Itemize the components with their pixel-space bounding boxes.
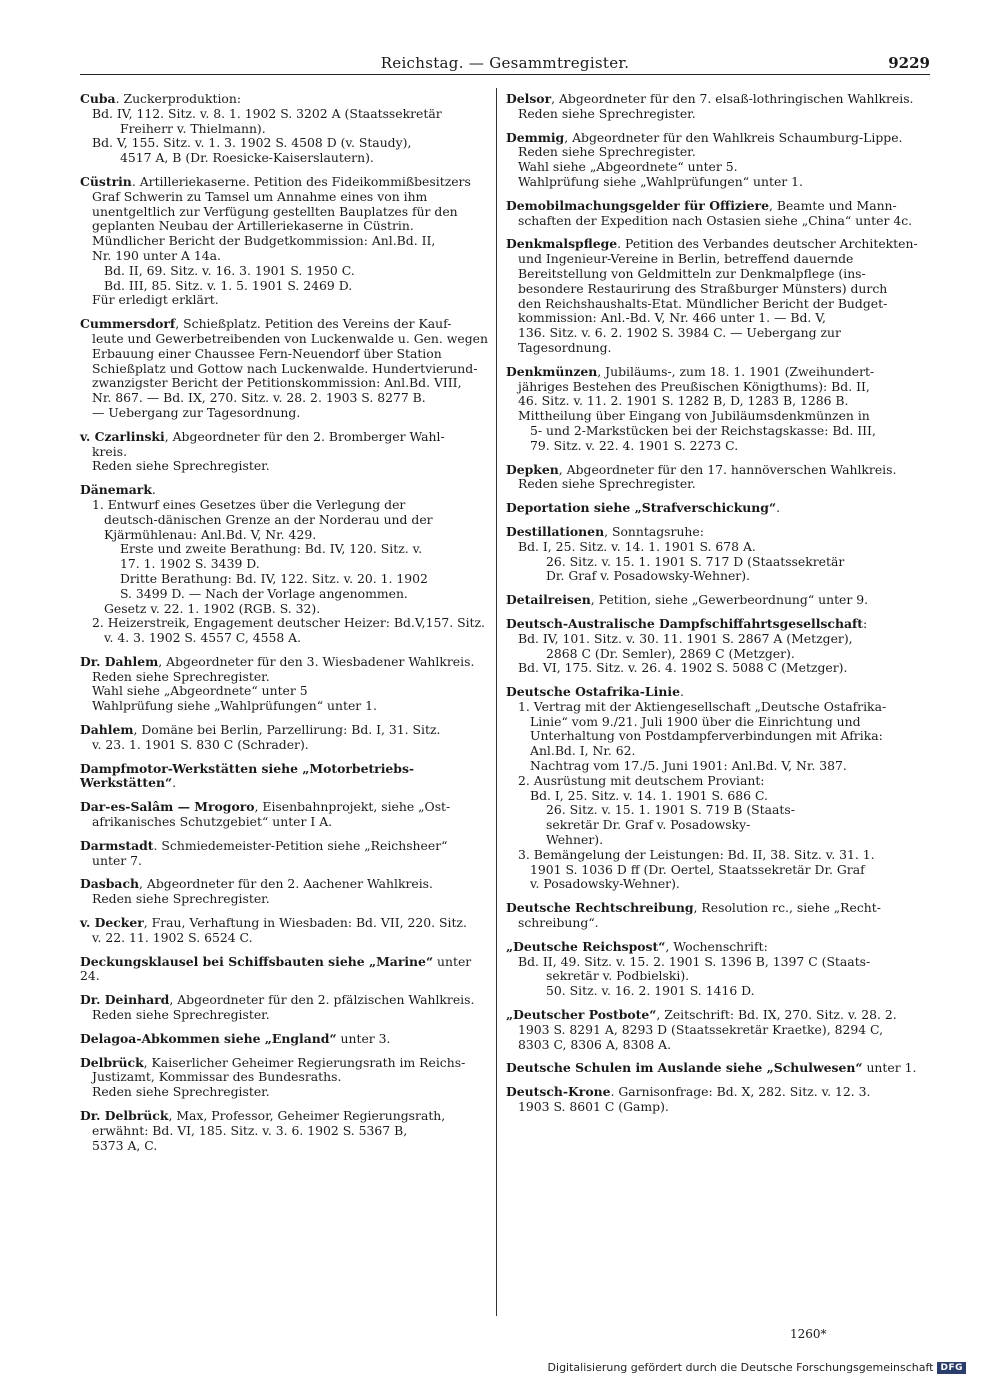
entry-headword: Dr. Deinhard [80, 992, 170, 1008]
entry-headword: Deckungsklausel bei Schiffsbauten siehe „Marine“ [80, 953, 434, 969]
entry-headword-line: Dr. Dahlem, Abgeordneter für den 3. Wiesbadener Wahlkreis. [80, 653, 475, 669]
entry-line: 1901 S. 1036 D ff (Dr. Oertel, Staatssekretär Dr. Graf [530, 861, 865, 877]
index-entry [80, 655, 488, 714]
entry-headword-line: Dr. Delbrück, Max, Professor, Geheimer Regierungsrath, [80, 1108, 446, 1124]
entry-headword: Cummersdorf [80, 316, 176, 332]
entry-headword-line: Deutsch-Krone. Garnisonfrage: Bd. X, 282. Sitz. v. 12. 3. [506, 1084, 871, 1100]
index-entry [506, 131, 928, 190]
index-entry [506, 940, 928, 999]
entry-line: kommission: Anl.-Bd. V, Nr. 466 unter 1. — Bd. V, [518, 310, 826, 326]
entry-headword-line: „Deutscher Postbote“, Zeitschrift: Bd. IX, 270. Sitz. v. 28. 2. [506, 1007, 897, 1023]
entry-line: 1. Vertrag mit der Aktiengesellschaft „Deutsche Ostafrika- [518, 698, 887, 714]
entry-line: S. 3499 D. — Nach der Vorlage angenommen. [120, 585, 408, 601]
entry-headword: Destillationen [506, 523, 605, 539]
entry-line: v. 23. 1. 1901 S. 830 C (Schrader). [92, 736, 309, 752]
entry-line: Reden siehe Sprechregister. [92, 668, 270, 684]
entry-line: 8303 C, 8306 A, 8308 A. [518, 1036, 672, 1052]
index-entry [506, 617, 928, 676]
entry-headword: Delbrück [80, 1054, 144, 1070]
entry-headword-line: Darmstadt. Schmiedemeister-Petition siehe „Reichsheer“ [80, 837, 448, 853]
entry-headword: Darmstadt [80, 837, 154, 853]
entry-line: Nr. 190 unter A 14a. [92, 247, 221, 263]
entry-headword-line: „Deutsche Reichspost“, Wochenschrift: [506, 938, 768, 954]
entry-line: besondere Restaurirung des Straßburger Münsters) durch [518, 280, 888, 296]
entry-headword: Dahlem [80, 722, 134, 738]
index-entry [506, 237, 928, 355]
entry-line: unentgeltlich zur Verfügung gestellten Bauplatzes für den [92, 203, 458, 219]
entry-headword-line: Deutsche Rechtschreibung, Resolution rc., siehe „Recht- [506, 900, 881, 916]
dfg-logo: DFG [937, 1362, 966, 1374]
entry-headword: Depken [506, 461, 559, 477]
entry-line: Mittheilung über Eingang von Jubiläumsdenkmünzen in [518, 408, 870, 424]
index-entry [80, 92, 488, 166]
entry-line: v. Posadowsky-Wehner). [530, 876, 680, 892]
entry-line: Graf Schwerin zu Tamsel um Annahme eines von ihm [92, 188, 428, 204]
entry-line: Bd. I, 25. Sitz. v. 14. 1. 1901 S. 686 C. [530, 787, 768, 803]
index-entry [80, 762, 488, 792]
entry-line: Wahlprüfung siehe „Wahlprüfungen“ unter 1. [518, 173, 803, 189]
entry-headword: Dar-es-Salâm — Mrogoro [80, 799, 255, 815]
entry-headword-line: Demmig, Abgeordneter für den Wahlkreis Schaumburg-Lippe. [506, 129, 903, 145]
entry-line: Kjärmühlenau: Anl.Bd. V, Nr. 429. [104, 526, 317, 542]
index-entry [506, 901, 928, 931]
entry-line: Nachtrag vom 17./5. Juni 1901: Anl.Bd. V, Nr. 387. [530, 758, 847, 774]
entry-headword: Dasbach [80, 876, 139, 892]
entry-line: Reden siehe Sprechregister. [518, 476, 696, 492]
entry-line: — Uebergang zur Tagesordnung. [92, 404, 301, 420]
entry-line: sekretär v. Podbielski). [546, 968, 690, 984]
entry-line: Reden siehe Sprechregister. [518, 144, 696, 160]
index-entry [80, 839, 488, 869]
entry-line: 1. Entwurf eines Gesetzes über die Verlegung der [92, 496, 406, 512]
index-entry [80, 955, 488, 985]
entry-line: geplanten Neubau der Artilleriekaserne in Cüstrin. [92, 218, 414, 234]
page-title: Reichstag. — Gesammtregister. [380, 54, 630, 72]
entry-line: 1903 S. 8291 A, 8293 D (Staatssekretär Kraetke), 8294 C, [518, 1021, 884, 1037]
index-entry [80, 175, 488, 308]
entry-line: Reden siehe Sprechregister. [92, 1007, 270, 1023]
entry-line: Bd. VI, 175. Sitz. v. 26. 4. 1902 S. 5088 C (Metzger). [518, 660, 848, 676]
entry-headword: Deportation siehe „Strafverschickung“ [506, 500, 777, 516]
digitization-credit [548, 1361, 966, 1374]
entry-headword: Dr. Delbrück [80, 1108, 169, 1124]
signature-number: 1260* [790, 1327, 827, 1341]
entry-line: Linie“ vom 9./21. Juli 1900 über die Einrichtung und [530, 713, 861, 729]
entry-headword-line: Demobilmachungsgelder für Offiziere, Beamte und Mann- [506, 197, 897, 213]
index-entry [506, 1008, 928, 1052]
entry-headword-line: Denkmalspflege. Petition des Verbandes deutscher Architekten- [506, 236, 918, 252]
entry-headword: Detailreisen [506, 592, 591, 608]
entry-line: 4517 A, B (Dr. Roesicke-Kaiserslautern). [120, 150, 374, 166]
entry-line: erwähnt: Bd. VI, 185. Sitz. v. 3. 6. 1902 S. 5367 B, [92, 1122, 408, 1138]
index-entry [80, 1056, 488, 1100]
entry-headword: Delagoa-Abkommen siehe „England“ [80, 1030, 337, 1046]
entry-line: Anl.Bd. I, Nr. 62. [530, 743, 636, 759]
entry-headword-line: Deutsche Ostafrika-Linie. [506, 684, 684, 700]
index-entry [80, 1109, 488, 1153]
entry-line: Erste und zweite Berathung: Bd. IV, 120. Sitz. v. [120, 541, 423, 557]
entry-line: Wehner). [546, 832, 604, 848]
entry-line: Reden siehe Sprechregister. [92, 891, 270, 907]
entry-headword-line: Dampfmotor-Werkstätten siehe „Motorbetriebs-Werkstätten“. [80, 760, 415, 791]
entry-headword: „Deutscher Postbote“ [506, 1007, 657, 1023]
entry-line: Reden siehe Sprechregister. [518, 105, 696, 121]
entry-headword-line: Detailreisen, Petition, siehe „Gewerbeordnung“ unter 9. [506, 592, 869, 608]
entry-headword-line: Dänemark. [80, 482, 156, 498]
entry-line: 17. 1. 1902 S. 3439 D. [120, 556, 260, 572]
index-entry [80, 916, 488, 946]
entry-line: Wahl siehe „Abgeordnete“ unter 5. [518, 159, 738, 175]
index-entry [506, 593, 928, 608]
entry-line: Justizamt, Kommissar des Bundesraths. [92, 1069, 342, 1085]
entry-headword: Deutsch-Krone [506, 1084, 611, 1100]
entry-line: Bd. II, 49. Sitz. v. 15. 2. 1901 S. 1396 B, 1397 C (Staats- [518, 953, 871, 969]
entry-line: Tagesordnung. [518, 339, 612, 355]
index-entry [506, 199, 928, 229]
entry-line: Schießplatz und Gottow nach Luckenwalde. Hundertvierund- [92, 360, 478, 376]
entry-line: 26. Sitz. v. 15. 1. 1901 S. 717 D (Staatssekretär [546, 553, 845, 569]
entry-headword-line: Destillationen, Sonntagsruhe: [506, 523, 704, 539]
entry-headword-line: v. Czarlinski, Abgeordneter für den 2. Bromberger Wahl- [80, 428, 445, 444]
credit-text: Digitalisierung gefördert durch die Deutsche Forschungsgemeinschaft [547, 1361, 934, 1374]
entry-line: Wahlprüfung siehe „Wahlprüfungen“ unter 1. [92, 698, 377, 714]
entry-line: 50. Sitz. v. 16. 2. 1901 S. 1416 D. [546, 983, 755, 999]
entry-line: unter 7. [92, 852, 142, 868]
entry-line: v. 22. 11. 1902 S. 6524 C. [92, 929, 253, 945]
entry-line: 46. Sitz. v. 11. 2. 1901 S. 1282 B, D, 1283 B, 1286 B. [518, 393, 849, 409]
entry-headword: Cüstrin [80, 173, 132, 189]
entry-line: Nr. 867. — Bd. IX, 270. Sitz. v. 28. 2. 1903 S. 8277 B. [92, 390, 426, 406]
entry-headword-line: v. Decker, Frau, Verhaftung in Wiesbaden: Bd. VII, 220. Sitz. [80, 915, 467, 931]
entry-headword: Delsor [506, 91, 552, 106]
entry-headword: Denkmünzen [506, 363, 598, 379]
entry-headword: Dampfmotor-Werkstätten siehe „Motorbetriebs-Werkstätten“ [80, 760, 415, 791]
entry-headword-line: Deportation siehe „Strafverschickung“. [506, 500, 781, 516]
page-number: 9229 [888, 54, 930, 72]
index-entry [506, 1061, 928, 1076]
entry-line: Freiherr v. Thielmann). [120, 120, 266, 136]
entry-line: v. 4. 3. 1902 S. 4557 C, 4558 A. [104, 630, 302, 646]
entry-headword-line: Dar-es-Salâm — Mrogoro, Eisenbahnprojekt, siehe „Ost- [80, 799, 451, 815]
entry-headword-line: Dr. Deinhard, Abgeordneter für den 2. pfälzischen Wahlkreis. [80, 992, 475, 1008]
entry-headword-line: Delsor, Abgeordneter für den 7. elsaß-lothringischen Wahlkreis. [506, 91, 914, 106]
entry-line: 3. Bemängelung der Leistungen: Bd. II, 38. Sitz. v. 31. 1. [518, 846, 875, 862]
page-header [80, 52, 930, 75]
entry-line: Reden siehe Sprechregister. [92, 458, 270, 474]
index-entry [506, 1085, 928, 1115]
entry-headword: Deutsche Ostafrika-Linie [506, 684, 680, 700]
entry-headword-line: Cuba. Zuckerproduktion: [80, 91, 242, 106]
entry-headword-line: Deckungsklausel bei Schiffsbauten siehe „Marine“ unter 24. [80, 953, 472, 984]
entry-headword: Dänemark [80, 482, 152, 498]
entry-headword: Cuba [80, 91, 116, 106]
index-entry [80, 483, 488, 646]
entry-headword: Deutsch-Australische Dampfschiffahrtsgesellschaft [506, 615, 864, 631]
entry-headword-line: Depken, Abgeordneter für den 17. hannöverschen Wahlkreis. [506, 461, 897, 477]
index-entry [506, 525, 928, 584]
entry-headword: Dr. Dahlem [80, 653, 159, 669]
entry-line: 2. Heizerstreik, Engagement deutscher Heizer: Bd.V,157. Sitz. [92, 615, 485, 631]
entry-headword-line: Denkmünzen, Jubiläums-, zum 18. 1. 1901 (Zweihundert- [506, 363, 875, 379]
entry-line: Gesetz v. 22. 1. 1902 (RGB. S. 32). [104, 600, 321, 616]
entry-line: zwanzigster Bericht der Petitionskommission: Anl.Bd. VIII, [92, 375, 462, 391]
entry-line: sekretär Dr. Graf v. Posadowsky- [546, 817, 751, 833]
index-entry [506, 463, 928, 493]
entry-line: 5373 A, C. [92, 1137, 158, 1153]
entry-line: kreis. [92, 443, 128, 459]
index-entry [506, 92, 928, 122]
entry-headword: Deutsche Rechtschreibung [506, 900, 694, 916]
entry-headword-line: Deutsch-Australische Dampfschiffahrtsgesellschaft: [506, 615, 868, 631]
entry-line: Bd. V, 155. Sitz. v. 1. 3. 1902 S. 4508 D (v. Staudy), [92, 135, 412, 151]
index-entry [506, 685, 928, 892]
entry-headword: „Deutsche Reichspost“ [506, 938, 666, 954]
entry-line: Bd. IV, 112. Sitz. v. 8. 1. 1902 S. 3202 A (Staatssekretär [92, 105, 442, 121]
entry-line: Bd. IV, 101. Sitz. v. 30. 11. 1901 S. 2867 A (Metzger), [518, 630, 853, 646]
index-entry [80, 993, 488, 1023]
index-entry [80, 317, 488, 421]
index-entry [80, 430, 488, 474]
entry-line: jähriges Bestehen des Preußischen Königthums): Bd. II, [518, 378, 870, 394]
entry-line: Bereitstellung von Geldmitteln zur Denkmalpflege (ins- [518, 265, 866, 281]
entry-line: 2868 C (Dr. Semler), 2869 C (Metzger). [546, 645, 795, 661]
entry-line: deutsch-dänischen Grenze an der Norderau und der [104, 511, 433, 527]
entry-line: 1903 S. 8601 C (Gamp). [518, 1099, 669, 1115]
entry-headword: v. Czarlinski [80, 428, 165, 444]
entry-headword: v. Decker [80, 915, 144, 931]
entry-line: Bd. II, 69. Sitz. v. 16. 3. 1901 S. 1950 C. [104, 262, 355, 278]
entry-headword: Demmig [506, 129, 565, 145]
entry-line: afrikanisches Schutzgebiet“ unter I A. [92, 814, 333, 830]
entry-headword-line: Dahlem, Domäne bei Berlin, Parzellirung: Bd. I, 31. Sitz. [80, 722, 441, 738]
entry-headword: Denkmalspflege [506, 236, 618, 252]
index-entry [506, 365, 928, 454]
entry-line: und Ingenieur-Vereine in Berlin, betreffend dauernde [518, 251, 854, 267]
entry-line: den Reichshaushalts-Etat. Mündlicher Bericht der Budget- [518, 295, 888, 311]
entry-line: Erbauung einer Chaussee Fern-Neuendorf über Station [92, 345, 442, 361]
entry-line: Wahl siehe „Abgeordnete“ unter 5 [92, 683, 308, 699]
entry-line: schreibung“. [518, 915, 599, 931]
column-divider [496, 88, 497, 1316]
index-entry [80, 877, 488, 907]
entry-headword-line: Deutsche Schulen im Auslande siehe „Schulwesen“ unter 1. [506, 1060, 917, 1076]
entry-line: Dritte Berathung: Bd. IV, 122. Sitz. v. 20. 1. 1902 [120, 570, 428, 586]
entry-line: Reden siehe Sprechregister. [92, 1084, 270, 1100]
entry-line: Unterhaltung von Postdampferverbindungen mit Afrika: [530, 728, 883, 744]
entry-headword-line: Dasbach, Abgeordneter für den 2. Aachener Wahlkreis. [80, 876, 433, 892]
entry-line: 26. Sitz. v. 15. 1. 1901 S. 719 B (Staats- [546, 802, 795, 818]
index-entry [80, 1032, 488, 1047]
entry-line: 5- und 2-Markstücken bei der Reichstagskasse: Bd. III, [530, 422, 876, 438]
entry-line: Bd. I, 25. Sitz. v. 14. 1. 1901 S. 678 A. [518, 538, 756, 554]
entry-line: Mündlicher Bericht der Budgetkommission: Anl.Bd. II, [92, 233, 436, 249]
entry-line: Für erledigt erklärt. [92, 292, 219, 308]
right-column [506, 92, 928, 1124]
entry-headword: Demobilmachungsgelder für Offiziere [506, 197, 769, 213]
entry-headword-line: Cummersdorf, Schießplatz. Petition des Vereins der Kauf- [80, 316, 452, 332]
entry-headword-line: Cüstrin. Artilleriekaserne. Petition des Fideikommißbesitzers [80, 173, 471, 189]
index-entry [80, 800, 488, 830]
entry-line: Dr. Graf v. Posadowsky-Wehner). [546, 568, 750, 584]
entry-headword-line: Delagoa-Abkommen siehe „England“ unter 3. [80, 1030, 391, 1046]
entry-headword-line: Delbrück, Kaiserlicher Geheimer Regierungsrath im Reichs- [80, 1054, 466, 1070]
index-entry [80, 723, 488, 753]
left-column [80, 92, 488, 1162]
index-entry [506, 501, 928, 516]
entry-line: schaften der Expedition nach Ostasien siehe „China“ unter 4c. [518, 212, 913, 228]
entry-line: 2. Ausrüstung mit deutschem Proviant: [518, 772, 765, 788]
entry-line: 79. Sitz. v. 22. 4. 1901 S. 2273 C. [530, 437, 739, 453]
entry-line: 136. Sitz. v. 6. 2. 1902 S. 3984 C. — Uebergang zur [518, 325, 841, 341]
entry-line: Bd. III, 85. Sitz. v. 1. 5. 1901 S. 2469 D. [104, 277, 353, 293]
entry-headword: Deutsche Schulen im Auslande siehe „Schulwesen“ [506, 1060, 863, 1076]
entry-line: leute und Gewerbetreibenden von Luckenwalde u. Gen. wegen [92, 330, 488, 346]
